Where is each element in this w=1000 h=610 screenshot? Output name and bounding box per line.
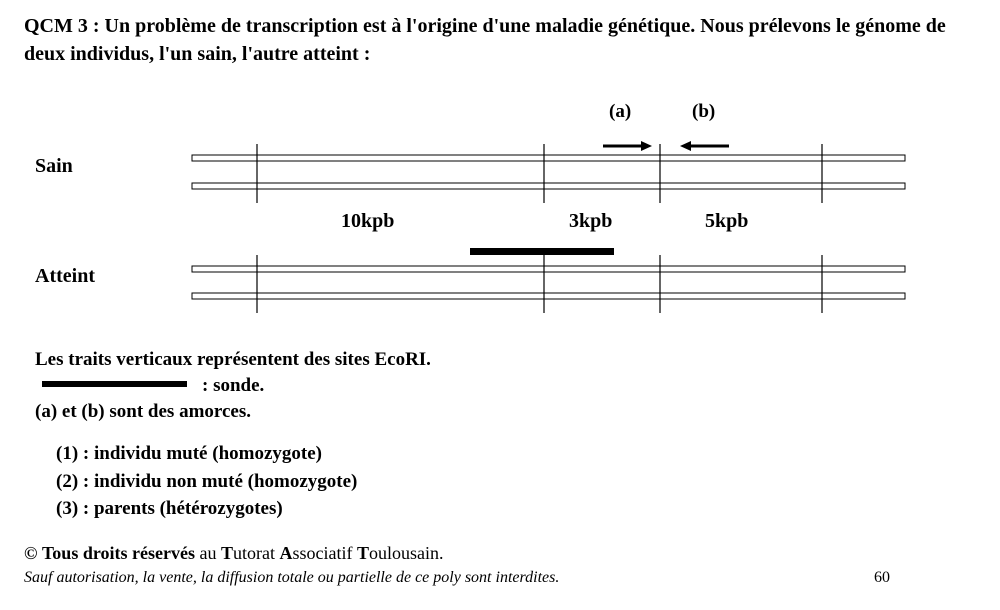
fragment-size-10kpb: 10kpb bbox=[341, 210, 395, 232]
result-item-2: (2) : individu non muté (homozygote) bbox=[56, 471, 358, 492]
primer-a-arrow bbox=[603, 141, 652, 151]
footer-copyright bbox=[24, 543, 443, 564]
question-title: QCM 3 : Un problème de transcription est à l'origine d'une maladie génétique. Nous prélevons le génome de deux individus, l'un sain, l'autre atteint : bbox=[24, 15, 946, 65]
healthy-dna-strands bbox=[192, 155, 905, 189]
result-item-1: (1) : individu muté (homozygote) bbox=[56, 443, 322, 464]
toulousain-initial: T bbox=[356, 543, 369, 563]
row-label-healthy: Sain bbox=[35, 155, 73, 177]
footer-warning: Sauf autorisation, la vente, la diffusion totale ou partielle de ce poly sont interdites. bbox=[24, 569, 560, 586]
legend-primers: (a) et (b) sont des amorces. bbox=[35, 401, 251, 422]
row-label-affected: Atteint bbox=[35, 265, 95, 287]
fragment-size-5kpb: 5kpb bbox=[705, 210, 749, 232]
fragment-size-3kpb: 3kpb bbox=[569, 210, 613, 232]
result-item-3: (3) : parents (hétérozygotes) bbox=[56, 498, 283, 519]
associatif-initial: A bbox=[279, 543, 293, 563]
primer-a-label: (a) bbox=[609, 101, 632, 122]
probe-bar bbox=[470, 248, 614, 255]
affected-dna-strands bbox=[192, 266, 905, 299]
page-number: 60 bbox=[874, 569, 890, 586]
tutorat-initial: T bbox=[220, 543, 233, 563]
copyright-symbol: © bbox=[24, 543, 38, 563]
legend-probe: : sonde. bbox=[202, 375, 265, 396]
rights-au: au bbox=[194, 543, 221, 563]
primer-b-label: (b) bbox=[692, 101, 716, 122]
associatif-rest: ssociatif bbox=[292, 543, 357, 563]
affected-ecori-sites bbox=[257, 255, 822, 313]
legend-ecori: Les traits verticaux représentent des sites EcoRI. bbox=[35, 349, 431, 370]
rights-reserved: Tous droits réservés bbox=[41, 543, 195, 563]
primer-b-arrow bbox=[680, 141, 729, 151]
healthy-ecori-sites bbox=[257, 144, 822, 203]
legend-probe-sample bbox=[42, 381, 187, 387]
toulousain-rest: oulousain. bbox=[368, 543, 444, 563]
tutorat-rest: utorat bbox=[232, 543, 280, 563]
